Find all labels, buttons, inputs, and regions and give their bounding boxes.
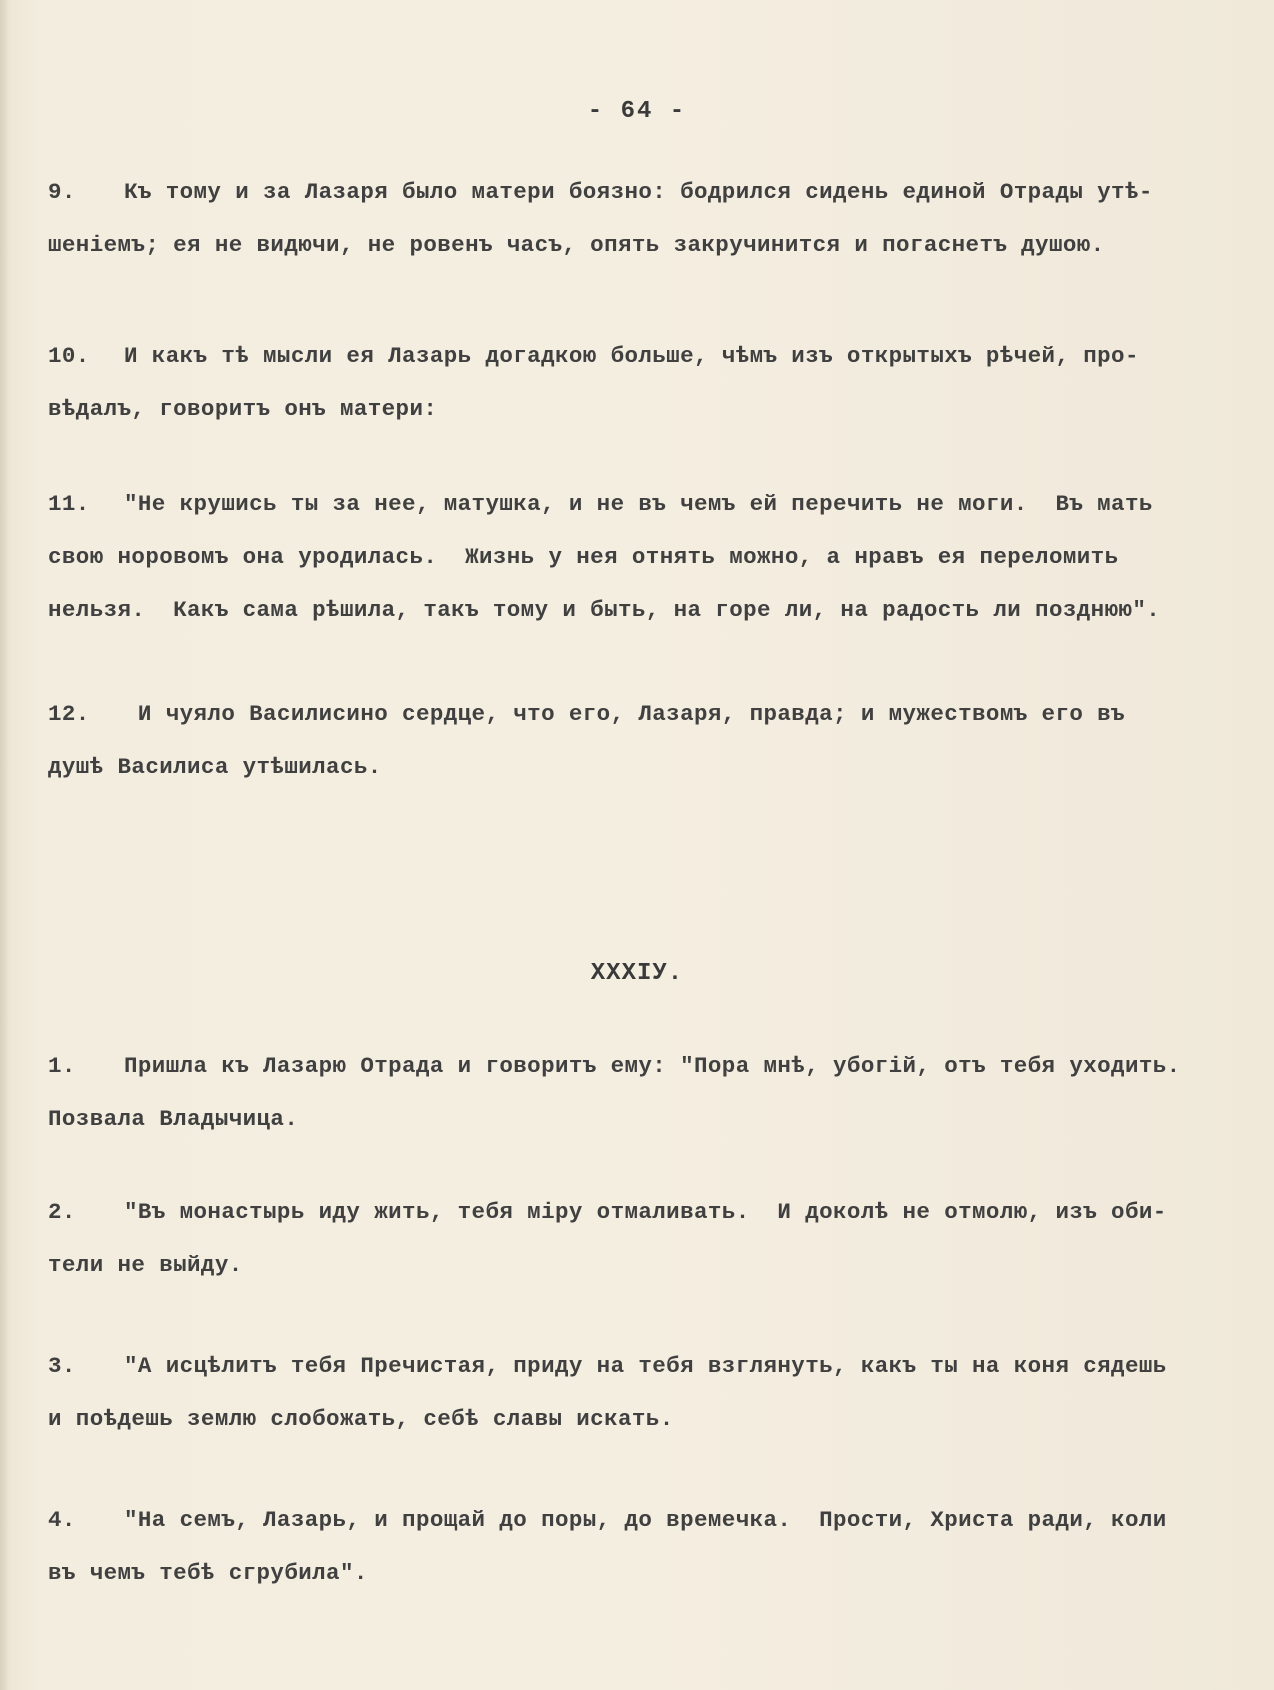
paragraph-line: шеніемъ; ея не видючи, не ровенъ часъ, опять закручинится и погаснетъ душою. <box>48 232 1105 258</box>
section-heading: XXXIУ. <box>590 960 684 987</box>
paragraph-line: нельзя. Какъ сама рѣшила, такъ тому и быть, на горе ли, на радость ли позднюю". <box>48 597 1161 623</box>
paragraph-line: И чуяло Василисино сердце, что его, Лазаря, правда; и мужествомъ его въ <box>124 701 1125 727</box>
page-edge-shadow <box>0 0 10 1690</box>
paragraph-line: вѣдалъ, говоритъ онъ матери: <box>48 396 438 422</box>
paragraph-line: И какъ тѣ мысли ея Лазарь догадкою больше, чѣмъ изъ открытыхъ рѣчей, про- <box>124 343 1139 369</box>
paragraph-line: Къ тому и за Лазаря было матери боязно: бодрился сидень единой Отрады утѣ- <box>124 179 1153 205</box>
paragraph-line: Позвала Владычица. <box>48 1106 299 1132</box>
paragraph-number: 12. <box>48 701 90 727</box>
paragraph-11 <box>48 478 1248 637</box>
paragraph-line: и поѣдешь землю слобожать, себѣ славы искать. <box>48 1406 674 1432</box>
page-number: - 64 - <box>587 98 687 125</box>
paragraph-3 <box>48 1340 1248 1446</box>
paragraph-number: 1. <box>48 1053 76 1079</box>
paragraph-line: въ чемъ тебѣ сгрубила". <box>48 1560 368 1586</box>
paragraph-1 <box>48 1040 1248 1146</box>
paragraph-line: душѣ Василиса утѣшилась. <box>48 754 382 780</box>
paragraph-4 <box>48 1494 1248 1600</box>
paragraph-number: 3. <box>48 1353 76 1379</box>
paragraph-line: Пришла къ Лазарю Отрада и говоритъ ему: "Пора мнѣ, убогій, отъ тебя уходить. <box>124 1053 1181 1079</box>
paragraph-number: 10. <box>48 343 90 369</box>
paragraph-line: "А исцѣлитъ тебя Пречистая, приду на тебя взглянуть, какъ ты на коня сядешь <box>124 1353 1167 1379</box>
paragraph-line: "Въ монастырь иду жить, тебя міру отмаливать. И доколѣ не отмолю, изъ оби- <box>124 1199 1167 1225</box>
paragraph-line: "На семъ, Лазарь, и прощай до поры, до времечка. Прости, Христа ради, коли <box>124 1507 1167 1533</box>
paragraph-2 <box>48 1186 1248 1292</box>
paragraph-12 <box>48 688 1248 794</box>
paragraph-9 <box>48 166 1248 272</box>
paragraph-number: 4. <box>48 1507 76 1533</box>
paragraph-10 <box>48 330 1248 436</box>
paragraph-line: тели не выйду. <box>48 1252 243 1278</box>
paragraph-line: свою норовомъ она уродилась. Жизнь у нея отнять можно, а нравъ ея переломить <box>48 544 1119 570</box>
paragraph-number: 9. <box>48 179 76 205</box>
paragraph-number: 11. <box>48 491 90 517</box>
paragraph-line: "Не крушись ты за нее, матушка, и не въ чемъ ей перечить не моги. Въ мать <box>124 491 1153 517</box>
paragraph-number: 2. <box>48 1199 76 1225</box>
